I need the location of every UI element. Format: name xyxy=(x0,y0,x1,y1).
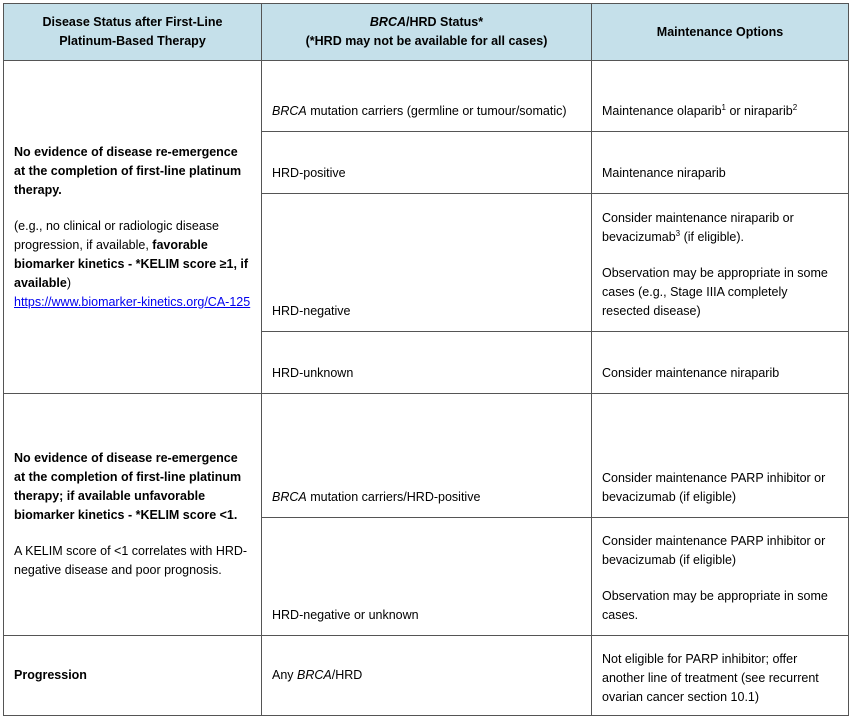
brca-cell: HRD-unknown xyxy=(262,332,592,394)
brca-word: BRCA xyxy=(272,490,307,504)
brca-cell: HRD-negative xyxy=(262,194,592,332)
maintenance-cell: Maintenance niraparib xyxy=(592,132,849,194)
brca-text: mutation carriers (germline or tumour/somatic) xyxy=(306,104,567,118)
footnote-ref: 1 xyxy=(721,102,726,112)
maintenance-paragraph: Consider maintenance PARP inhibitor or bevacizumab (if eligible) xyxy=(602,534,826,567)
brca-cell: HRD-positive xyxy=(262,132,592,194)
header-disease-status xyxy=(4,4,262,61)
maintenance-paragraph: Observation may be appropriate in some cases (e.g., Stage IIIA completely resected disease) xyxy=(602,266,828,318)
brca-text: /HRD xyxy=(331,668,363,682)
brca-word: BRCA xyxy=(297,668,332,682)
brca-cell: HRD-negative or unknown xyxy=(262,518,592,636)
brca-cell xyxy=(262,394,592,518)
brca-text: mutation carriers/HRD-positive xyxy=(306,490,481,504)
brca-word: BRCA xyxy=(272,104,307,118)
biomarker-kinetics-link[interactable]: https://www.biomarker-kinetics.org/CA-125 xyxy=(14,294,251,309)
status-note-pre: (e.g., no clinical or radiologic disease progression, if available, xyxy=(14,218,219,252)
maintenance-cell: Not eligible for PARP inhibitor; offer another line of treatment (see recurrent ovarian cancer section 10.1) xyxy=(592,636,849,716)
maintenance-cell xyxy=(592,194,849,332)
header-brca-word: BRCA xyxy=(369,15,406,29)
maintenance-text: Maintenance olaparib xyxy=(602,104,722,118)
maintenance-cell: Consider maintenance niraparib xyxy=(592,332,849,394)
maintenance-options-table xyxy=(3,3,849,716)
status-cell-no-reemergence xyxy=(4,61,262,394)
header-disease-status-line2: Platinum-Based Therapy xyxy=(59,34,206,48)
footnote-ref: 2 xyxy=(792,102,798,112)
status-note-bold: favorable biomarker kinetics - *KELIM score ≥1, if available xyxy=(14,237,249,290)
brca-text: Any xyxy=(272,668,298,682)
maintenance-text: (if eligible). xyxy=(680,230,745,244)
header-disease-status-line1: Disease Status after First-Line xyxy=(42,15,223,29)
maintenance-cell xyxy=(592,518,849,636)
header-hrd-status-text: /HRD Status* xyxy=(406,15,484,29)
footnote-ref: 3 xyxy=(675,228,681,238)
table-row xyxy=(4,394,849,518)
maintenance-cell: Consider maintenance PARP inhibitor or bevacizumab (if eligible) xyxy=(592,394,849,518)
status-note-post: ) xyxy=(66,275,71,290)
status-cell-progression: Progression xyxy=(4,636,262,716)
maintenance-cell xyxy=(592,61,849,132)
status-note xyxy=(14,217,251,312)
header-maintenance-label: Maintenance Options xyxy=(656,24,784,39)
brca-cell xyxy=(262,636,592,716)
brca-cell xyxy=(262,61,592,132)
status-cell-unfavorable-kinetics xyxy=(4,394,262,636)
header-row xyxy=(4,4,849,61)
status-heading: No evidence of disease re-emergence at the completion of first-line platinum therapy. xyxy=(14,144,242,197)
status-note: A KELIM score of <1 correlates with HRD-negative disease and poor prognosis. xyxy=(14,544,248,577)
header-maintenance-options xyxy=(592,4,849,61)
table-row xyxy=(4,636,849,716)
maintenance-paragraph xyxy=(602,209,838,247)
maintenance-text: Consider maintenance niraparib or bevacizumab xyxy=(602,211,794,244)
header-brca-hrd-status xyxy=(262,4,592,61)
status-heading: No evidence of disease re-emergence at the completion of first-line platinum therapy; if available unfavorable biomarker kinetics - *KELIM score <1. xyxy=(14,451,242,522)
table-row xyxy=(4,61,849,132)
maintenance-text: or niraparib xyxy=(725,104,793,118)
header-hrd-note: (*HRD may not be available for all cases) xyxy=(305,34,548,48)
maintenance-paragraph: Observation may be appropriate in some cases. xyxy=(602,589,828,622)
